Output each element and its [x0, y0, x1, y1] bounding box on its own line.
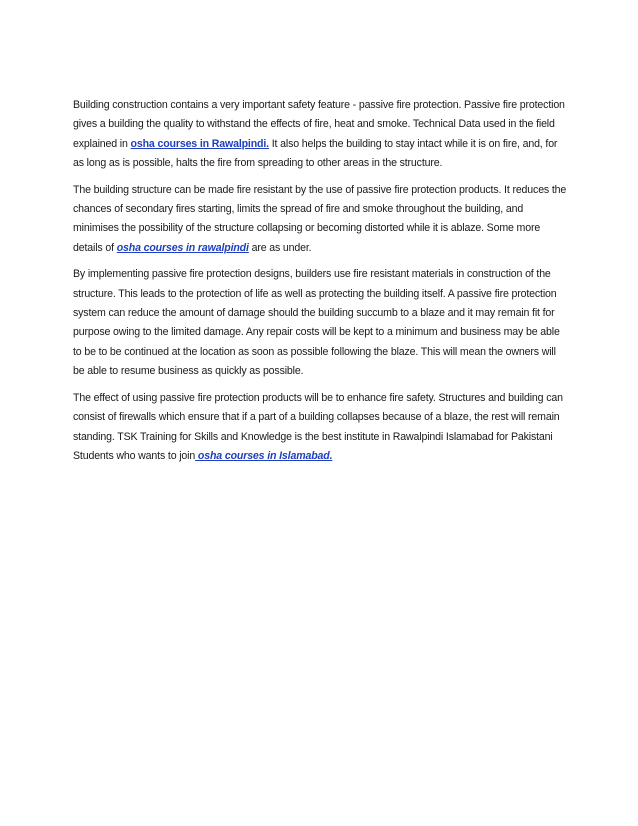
paragraph-1-text-before: Building construction contains a very important safety feature - passive fire protection. Passive fire protection gives a building the quality to withstand the effects of fire, heat and smoke. Technical Data used in the field explained in — [73, 99, 565, 150]
link-osha-courses-islamabad[interactable]: osha courses in Islamabad. — [195, 449, 333, 462]
paragraph-2-text-before: The building structure can be made fire resistant by the use of passive fire protection products. It reduces the chances of secondary fires starting, limits the spread of fire and smoke throughout the building, and minimises the possibility of the structure collapsing or becoming distorted while it is ablaze. Some more details of — [73, 183, 567, 254]
paragraph-2-text-after: are as under. — [248, 241, 312, 254]
paragraph-4-text-before: The effect of using passive fire protection products will be to enhance fire safety. Structures and building can consist of firewalls which ensure that if a part of a building collapses because of a blaze, the rest will remain standing. TSK Training for Skills and Knowledge is the best institute in Rawalpindi Islamabad for Pakistani Students who wants to join — [73, 391, 563, 462]
paragraph-1-text-after: It also helps the building to stay intact while it is on fire, and, for as long as is possible, halts the fire from spreading to other areas in the structure. — [73, 137, 558, 170]
paragraph-1 — [73, 96, 569, 174]
link-osha-courses-rawalpindi-lower[interactable]: osha courses in rawalpindi — [116, 241, 249, 254]
paragraph-3 — [73, 265, 569, 381]
document-body — [73, 96, 569, 473]
paragraph-3-text: By implementing passive fire protection designs, builders use fire resistant materials in construction of the structure. This leads to the protection of life as well as protecting the building itself. A passive fire protection system can reduce the amount of damage should the building succumb to a blaze and it may remain fit for purpose owing to the limited damage. Any repair costs will be kept to a minimum and business may be able to be to be continued at the location as soon as possible following the blaze. This will mean the owners will be able to resume business as quickly as possible. — [73, 268, 560, 378]
paragraph-4 — [73, 389, 569, 467]
paragraph-2 — [73, 181, 569, 259]
link-osha-courses-rawalpindi[interactable]: osha courses in Rawalpindi. — [130, 137, 269, 150]
